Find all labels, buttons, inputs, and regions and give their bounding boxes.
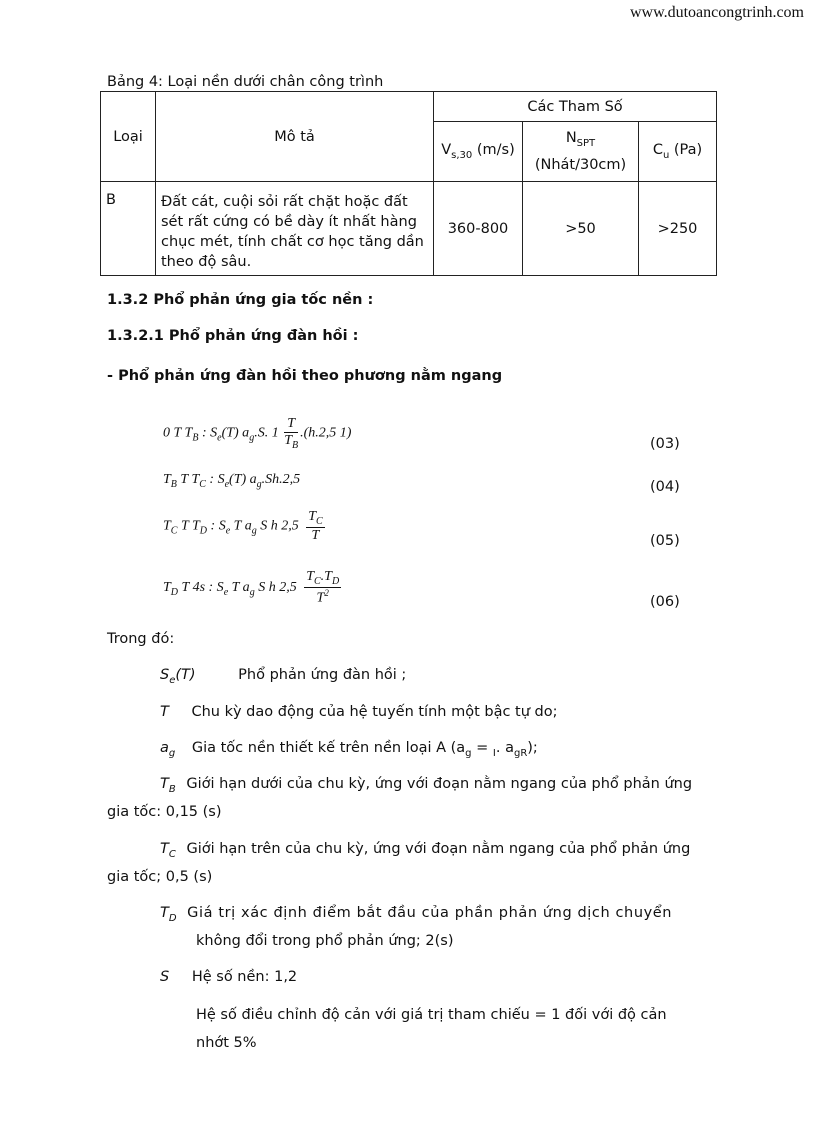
equation-04: $T_B$ T $T_C$ : $S_e(T)$ $a_g.Sh.2,5$ xyxy=(163,472,301,490)
header-loai: Loại xyxy=(101,92,156,182)
def-td: $T_D$ Giá trị xác định điểm bắt đầu của phần phản ứng dịch chuyển xyxy=(160,905,673,924)
def-damping-cont: nhớt 5% xyxy=(196,1035,257,1051)
website-url: www.dutoancongtrinh.com xyxy=(629,4,804,21)
equation-number-05: (05) xyxy=(650,533,680,549)
header-nspt: $N_{SPT}$ (Nhát/30cm) xyxy=(523,122,639,182)
soil-type-table xyxy=(100,91,717,276)
equation-number-04: (04) xyxy=(650,479,680,495)
heading-1-3-2: 1.3.2 Phổ phản ứng gia tốc nền : xyxy=(107,292,374,308)
header-mota: Mô tả xyxy=(156,92,434,182)
heading-1-3-2-1: 1.3.2.1 Phổ phản ứng đàn hồi : xyxy=(107,328,359,344)
equation-06: $T_D$ T 4s : $S_e$ T $a_g$ S h 2,5 $\frac{T_C.T_D}{T^2}$ xyxy=(163,569,340,606)
table-caption: Bảng 4: Loại nền dưới chân công trình xyxy=(107,74,384,90)
def-tc: $T_C$ Giới hạn trên của chu kỳ, ứng với đoạn nằm ngang của phổ phản ứng xyxy=(160,841,691,860)
def-t: T Chu kỳ dao động của hệ tuyến tính một bậc tự do; xyxy=(160,704,558,720)
def-tc-cont: gia tốc; 0,5 (s) xyxy=(107,869,213,885)
where-intro: Trong đó: xyxy=(107,631,175,647)
header-cu: $C_u$ (Pa) xyxy=(639,122,717,182)
equation-05: $T_C$ T $T_D$ : $S_e$ T $a_g$ S h 2,5 $\frac{T_C}{T}$ xyxy=(163,509,323,543)
def-se: $S_e(T)$ Phổ phản ứng đàn hồi ; xyxy=(160,667,407,686)
equation-number-03: (03) xyxy=(650,436,680,452)
def-s: S Hệ số nền: 1,2 xyxy=(160,969,298,985)
cell-mota: Đất cát, cuội sỏi rất chặt hoặc đất sét rất cứng có bề dày ít nhất hàng chục mét, tính chất cơ học tăng dần theo độ sâu. xyxy=(156,182,434,276)
def-tb: $T_B$ Giới hạn dưới của chu kỳ, ứng với đoạn nằm ngang của phổ phản ứng xyxy=(160,776,693,795)
def-td-cont: không đổi trong phổ phản ứng; 2(s) xyxy=(196,933,454,949)
equation-number-06: (06) xyxy=(650,594,680,610)
def-tb-cont: gia tốc: 0,15 (s) xyxy=(107,804,222,820)
def-damping: Hệ số điều chỉnh độ cản với giá trị tham chiếu = 1 đối với độ cản xyxy=(196,1007,667,1023)
header-vs30: $V_{s,30}$ (m/s) xyxy=(434,122,523,182)
header-params: Các Tham Số xyxy=(434,92,717,122)
def-ag: $a_g$ Gia tốc nền thiết kế trên nền loại A ($a_g = _I$. $a_{gR}$); xyxy=(160,740,538,759)
cell-nspt: >50 xyxy=(523,182,639,276)
equation-03: 0 T $T_B$ : $S_e(T)$ $a_g.S$. 1 $\frac{T}{T_B}$ .(h.2,5 1) xyxy=(163,416,352,451)
cell-loai: B xyxy=(101,182,156,276)
cell-cu: >250 xyxy=(639,182,717,276)
heading-horizontal: - Phổ phản ứng đàn hồi theo phương nằm ngang xyxy=(107,368,503,384)
cell-vs30: 360-800 xyxy=(434,182,523,276)
